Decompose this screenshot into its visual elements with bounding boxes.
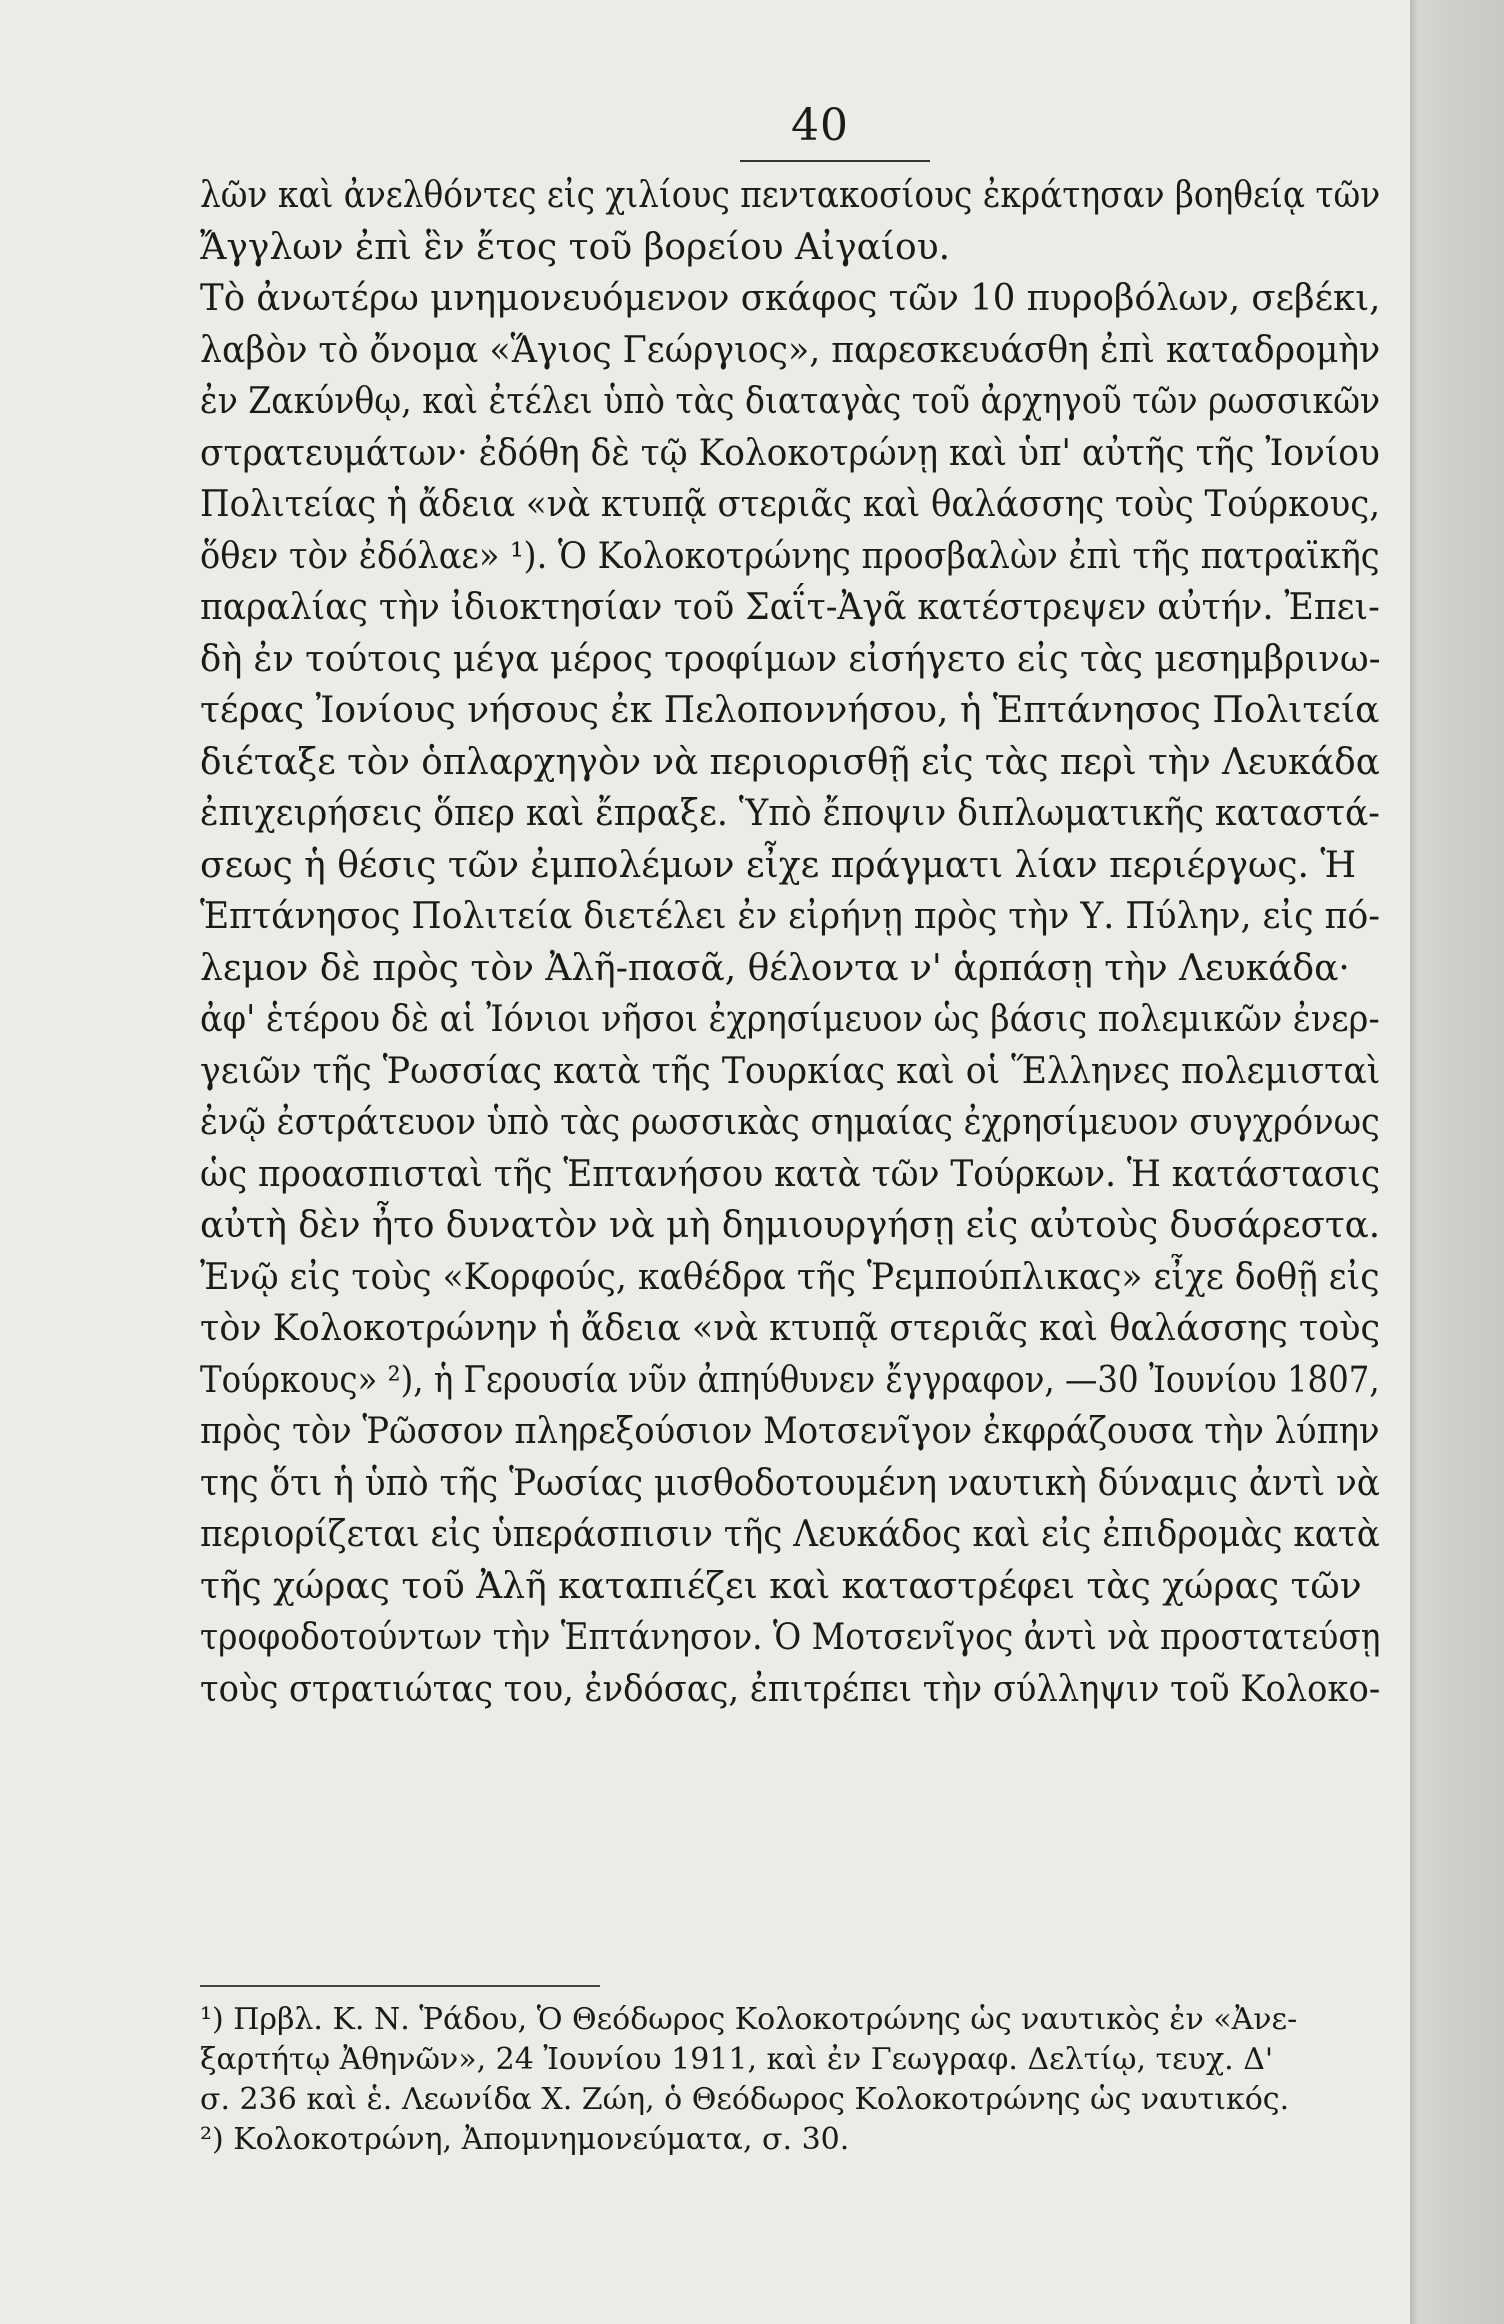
text-line: ὅθεν τὸν ἐδόλαε» ¹). Ὁ Κολοκοτρώνης προσβαλὼν ἐπὶ τῆς πατραϊκῆς xyxy=(200,535,1380,577)
text-line: τῆς χώρας τοῦ Ἀλῆ καταπιέζει καὶ καταστρέφει τὰς χώρας τῶν xyxy=(200,1565,1362,1607)
text-line: παραλίας τὴν ἰδιοκτησίαν τοῦ Σαΐτ-Ἀγᾶ κατέστρεψεν αὐτήν. Ἐπει- xyxy=(200,587,1380,628)
footnotes xyxy=(200,2000,1300,2160)
page-gutter-shadow xyxy=(1410,0,1504,2324)
text-line: τροφοδοτούντων τὴν Ἑπτάνησον. Ὁ Μοτσενῖγος ἀντὶ νὰ προστατεύσῃ xyxy=(200,1617,1381,1658)
text-line: πρὸς τὸν Ῥῶσσον πληρεξούσιον Μοτσενῖγον ἐκφράζουσα τὴν λύπην xyxy=(200,1411,1380,1452)
text-line: Ἑπτάνησος Πολιτεία διετέλει ἐν εἰρήνῃ πρὸς τὴν Υ. Πύλην, εἰς πό- xyxy=(200,896,1380,937)
body-text xyxy=(200,170,1420,1715)
text-line: λεμον δὲ πρὸς τὸν Ἀλῆ-πασᾶ, θέλοντα ν' ἁρπάσῃ τὴν Λευκάδα· xyxy=(200,947,1350,989)
text-line: της ὅτι ἡ ὑπὸ τῆς Ῥωσίας μισθοδοτουμένη ναυτικὴ δύναμις ἀντὶ νὰ xyxy=(200,1462,1380,1504)
text-line: σεως ἡ θέσις τῶν ἐμπολέμων εἶχε πράγματι λίαν περιέργως. Ἡ xyxy=(200,844,1357,886)
text-line: Πολιτείας ἡ ἄδεια «νὰ κτυπᾷ στεριᾶς καὶ θαλάσσης τοὺς Τούρκους, xyxy=(200,484,1381,525)
footnote-line: ξαρτήτῳ Ἀθηνῶν», 24 Ἰουνίου 1911, καὶ ἐν Γεωγραφ. Δελτίῳ, τευχ. Δ' xyxy=(200,2042,1274,2077)
text-line: αὐτὴ δὲν ἦτο δυνατὸν νὰ μὴ δημιουργήσῃ εἰς αὐτοὺς δυσάρεστα. xyxy=(200,1205,1381,1246)
text-line: λαβὸν τὸ ὄνομα «Ἅγιος Γεώργιος», παρεσκευάσθη ἐπὶ καταδρομὴν xyxy=(200,329,1381,371)
text-line: ἐν Ζακύνθῳ, καὶ ἐτέλει ὑπὸ τὰς διαταγὰς τοῦ ἀρχηγοῦ τῶν ρωσσικῶν xyxy=(200,381,1381,422)
text-line: διέταξε τὸν ὁπλαρχηγὸν νὰ περιορισθῇ εἰς τὰς περὶ τὴν Λευκάδα xyxy=(200,741,1380,783)
text-line: ἐπιχειρήσεις ὅπερ καὶ ἔπραξε. Ὑπὸ ἔποψιν διπλωματικῆς καταστά- xyxy=(200,793,1380,834)
text-line: Τούρκους» ²), ἡ Γερουσία νῦν ἀπηύθυνεν ἔγγραφον, —30 Ἰουνίου 1807, xyxy=(200,1359,1380,1401)
footnote-line: ²) Κολοκοτρώνη, Ἀπομνημονεύματα, σ. 30. xyxy=(200,2122,850,2157)
text-line: δὴ ἐν τούτοις μέγα μέρος τροφίμων εἰσήγετο εἰς τὰς μεσημβρινω- xyxy=(200,638,1381,680)
text-line: Ἐνῷ εἰς τοὺς «Κορφούς, καθέδρα τῆς Ῥεμπούπλικας» εἶχε δοθῇ εἰς xyxy=(200,1256,1380,1298)
text-line: περιορίζεται εἰς ὑπεράσπισιν τῆς Λευκάδος καὶ εἰς ἐπιδρομὰς κατὰ xyxy=(200,1514,1380,1555)
text-line: Τὸ ἀνωτέρω μνημονευόμενον σκάφος τῶν 10 πυροβόλων, σεβέκι, xyxy=(200,278,1381,319)
page-number: 40 xyxy=(791,100,849,151)
footnote-rule xyxy=(200,1985,600,1987)
text-line: τοὺς στρατιώτας του, ἐνδόσας, ἐπιτρέπει τὴν σύλληψιν τοῦ Κολοκο- xyxy=(200,1668,1381,1710)
text-line: τὸν Κολοκοτρώνην ἡ ἄδεια «νὰ κτυπᾷ στεριᾶς καὶ θαλάσσης τοὺς xyxy=(200,1308,1381,1349)
text-line: γειῶν τῆς Ῥωσσίας κατὰ τῆς Τουρκίας καὶ οἱ Ἕλληνες πολεμισταὶ xyxy=(200,1050,1381,1092)
text-line: ὡς προασπισταὶ τῆς Ἑπτανήσου κατὰ τῶν Τούρκων. Ἡ κατάστασις xyxy=(200,1153,1381,1195)
text-line: ἀφ' ἑτέρου δὲ αἱ Ἰόνιοι νῆσοι ἐχρησίμευον ὡς βάσις πολεμικῶν ἐνερ- xyxy=(200,999,1380,1040)
footnote-line: ¹) Πρβλ. Κ. Ν. Ῥάδου, Ὁ Θεόδωρος Κολοκοτρώνης ὡς ναυτικὸς ἐν «Ἀνε- xyxy=(200,2002,1298,2037)
text-line: ἐνῷ ἐστράτευον ὑπὸ τὰς ρωσσικὰς σημαίας ἐχρησίμευον συγχρόνως xyxy=(200,1102,1380,1143)
text-line: τέρας Ἰονίους νήσους ἐκ Πελοποννήσου, ἡ Ἑπτάνησος Πολιτεία xyxy=(200,690,1380,731)
text-line: στρατευμάτων· ἐδόθη δὲ τῷ Κολοκοτρώνῃ καὶ ὑπ' αὐτῆς τῆς Ἰονίου xyxy=(200,432,1380,474)
footnote-line: σ. 236 καὶ ἑ. Λεωνίδα Χ. Ζώη, ὁ Θεόδωρος Κολοκοτρώνης ὡς ναυτικός. xyxy=(200,2082,1290,2117)
page-number-rule xyxy=(740,160,930,162)
text-line: Ἄγγλων ἐπὶ ἓν ἔτος τοῦ βορείου Αἰγαίου. xyxy=(200,226,951,268)
text-line: λῶν καὶ ἀνελθόντες εἰς χιλίους πεντακοσίους ἐκράτησαν βοηθείᾳ τῶν xyxy=(200,175,1381,216)
